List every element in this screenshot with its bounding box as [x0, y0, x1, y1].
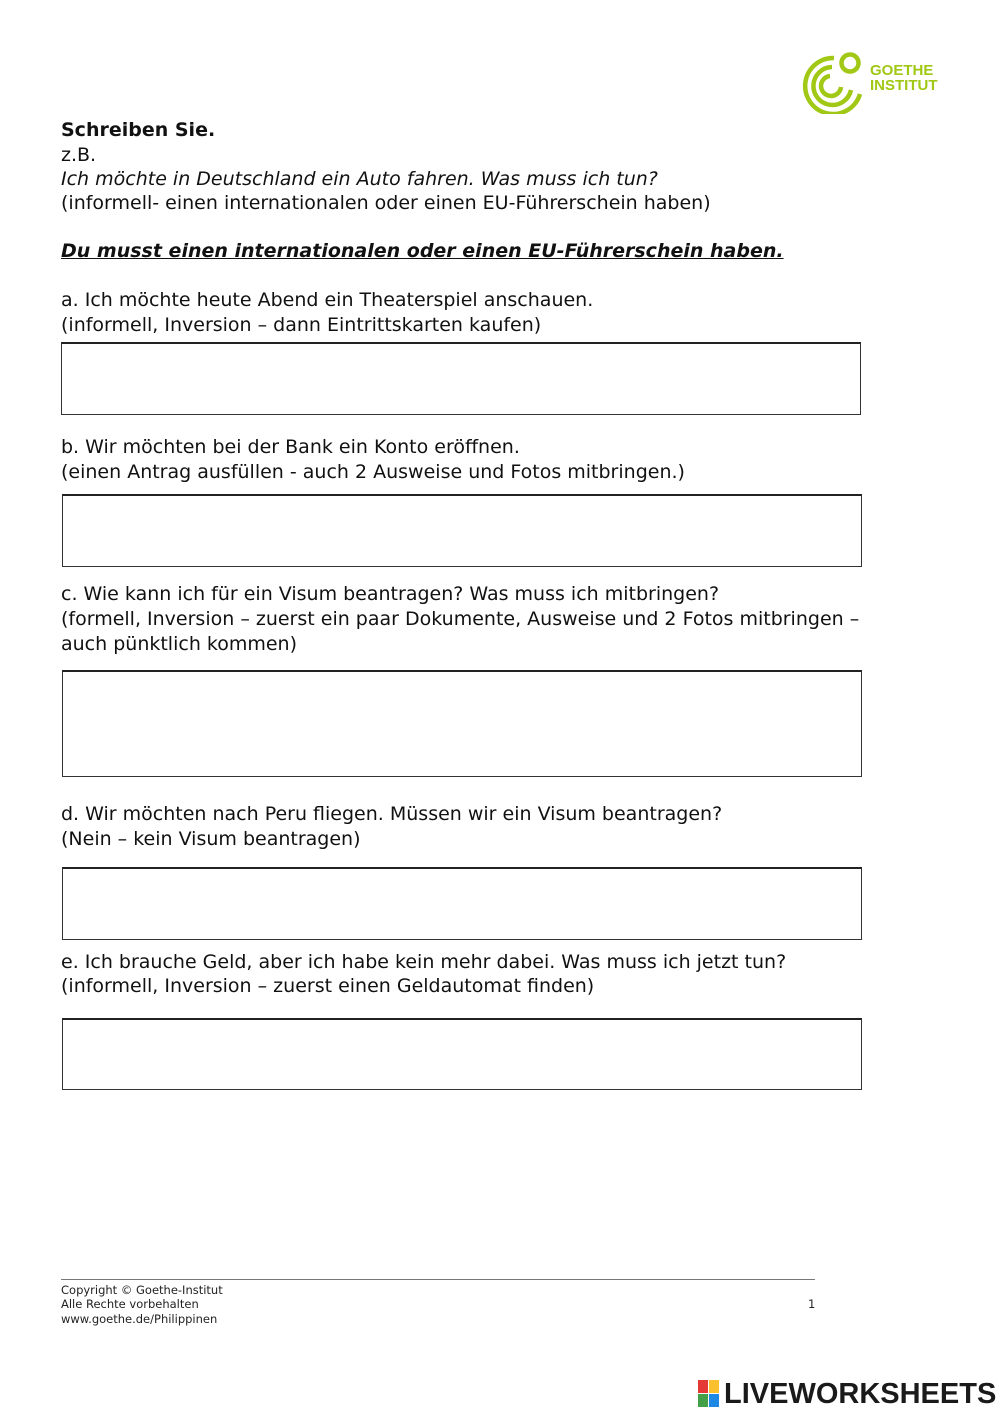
- task-e-question: e. Ich brauche Geld, aber ich habe kein mehr dabei. Was muss ich jetzt tun?: [61, 951, 787, 973]
- goethe-logo-icon: [794, 50, 864, 114]
- goethe-logo-text: [870, 63, 938, 93]
- task-a-question: a. Ich möchte heute Abend ein Theaterspiel anschauen.: [61, 289, 594, 311]
- liveworksheets-logo-icon: [698, 1380, 720, 1408]
- example-hint: (informell- einen internationalen oder einen EU-Führerschein haben): [61, 192, 711, 214]
- task-e-hint: (informell, Inversion – zuerst einen Geldautomat finden): [61, 975, 595, 997]
- task-c-hint-continued: auch pünktlich kommen): [61, 633, 298, 655]
- logo-line-2: INSTITUT: [870, 77, 938, 94]
- answer-input-c[interactable]: [63, 672, 861, 776]
- example-question: Ich möchte in Deutschland ein Auto fahren. Was muss ich tun?: [61, 168, 658, 190]
- answer-input-e[interactable]: [63, 1020, 861, 1089]
- task-c-hint: (formell, Inversion – zuerst ein paar Dokumente, Ausweise und 2 Fotos mitbringen –: [61, 608, 860, 630]
- footer-rights: Alle Rechte vorbehalten: [61, 1297, 199, 1311]
- logo-line-1: GOETHE: [870, 62, 934, 79]
- task-d-hint: (Nein – kein Visum beantragen): [61, 828, 361, 850]
- example-label: z.B.: [61, 144, 97, 166]
- answer-input-a[interactable]: [62, 344, 860, 414]
- answer-input-d[interactable]: [63, 869, 861, 939]
- liveworksheets-watermark: [698, 1378, 998, 1410]
- footer-copyright: Copyright © Goethe-Institut: [61, 1283, 223, 1297]
- task-title: Schreiben Sie.: [61, 119, 216, 141]
- task-b-hint: (einen Antrag ausfüllen - auch 2 Ausweise und Fotos mitbringen.): [61, 461, 685, 483]
- liveworksheets-text: LIVEWORKSHEETS: [724, 1378, 997, 1410]
- task-a-hint: (informell, Inversion – dann Eintrittskarten kaufen): [61, 314, 542, 336]
- answer-box-d[interactable]: [62, 867, 862, 940]
- task-d-question: d. Wir möchten nach Peru fliegen. Müssen wir ein Visum beantragen?: [61, 803, 723, 825]
- example-answer: Du musst einen internationalen oder einen EU-Führerschein haben.: [61, 240, 784, 262]
- answer-box-c[interactable]: [62, 670, 862, 777]
- page-number: 1: [808, 1297, 816, 1311]
- footer-url: www.goethe.de/Philippinen: [61, 1312, 218, 1326]
- goethe-logo: [794, 50, 944, 114]
- task-b-question: b. Wir möchten bei der Bank ein Konto eröffnen.: [61, 436, 520, 458]
- answer-box-e[interactable]: [62, 1018, 862, 1090]
- task-c-question: c. Wie kann ich für ein Visum beantragen? Was muss ich mitbringen?: [61, 583, 720, 605]
- answer-box-b[interactable]: [62, 494, 862, 567]
- answer-input-b[interactable]: [63, 496, 861, 566]
- footer-divider: [61, 1279, 815, 1280]
- answer-box-a[interactable]: [61, 342, 861, 415]
